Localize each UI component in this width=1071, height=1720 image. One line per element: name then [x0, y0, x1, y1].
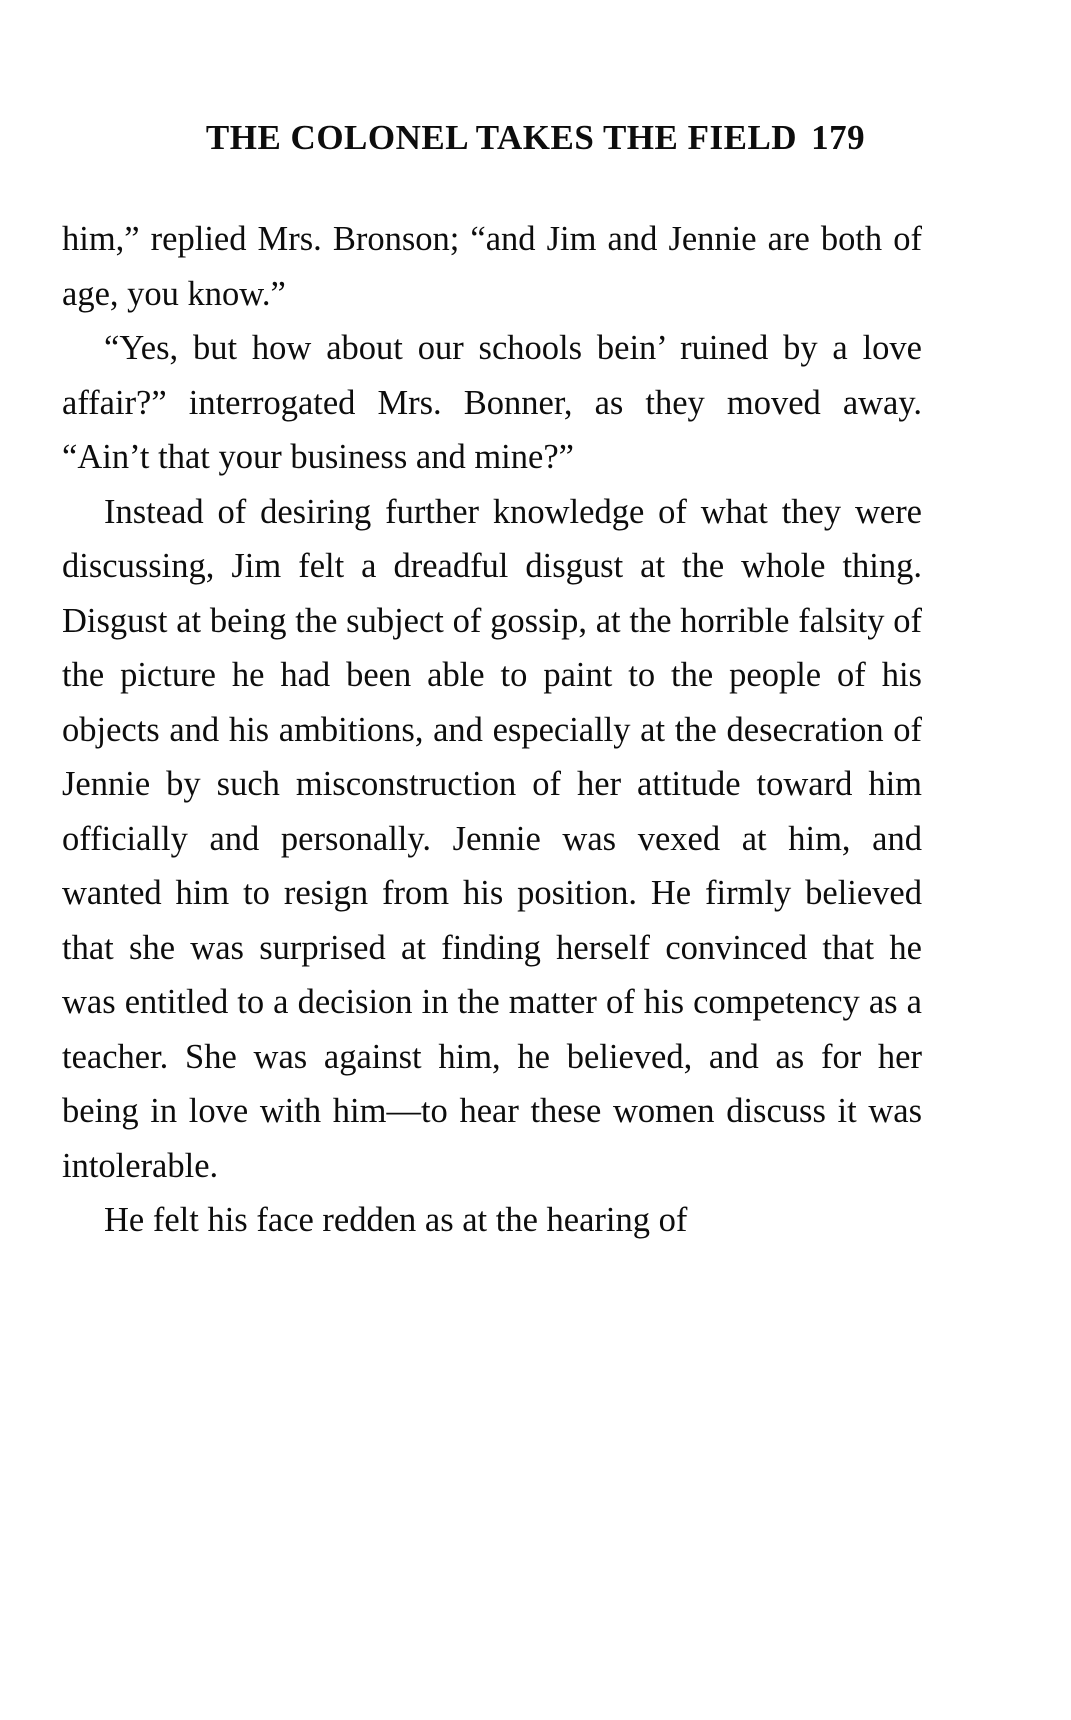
paragraph: him,” replied Mrs. Bronson; “and Jim and Jennie are both of age, you know.” — [62, 220, 922, 313]
paragraph: He felt his face redden as at the hearing of — [104, 1201, 688, 1239]
page-number: 179 — [811, 118, 866, 157]
running-head — [0, 118, 1071, 158]
page-title: THE COLONEL TAKES THE FIELD — [205, 118, 798, 157]
paragraph: Instead of desiring further knowledge of what they were discussing, Jim felt a dreadful disgust at the whole thing. Disgust at being the subject of gossip, at the horrible falsity of the picture he had been able to paint to the people of his objects and his ambitions, and especially at the desecration of Jennie by such misconstruction of her attitude toward him officially and personally. Jennie was vexed at him, and wanted him to resign from his position. He firmly believed that she was surprised at finding herself convinced that he was entitled to a decision in the matter of his competency as a teacher. She was against him, he believed, and as for her being in love with him—to hear these women discuss it was intolerable. — [62, 492, 922, 1185]
body-text — [62, 212, 922, 1248]
paragraph: “Yes, but how about our schools bein’ ruined by a love affair?” interrogated Mrs. Bonner, as they moved away. “Ain’t that your business and mine?” — [62, 329, 922, 476]
